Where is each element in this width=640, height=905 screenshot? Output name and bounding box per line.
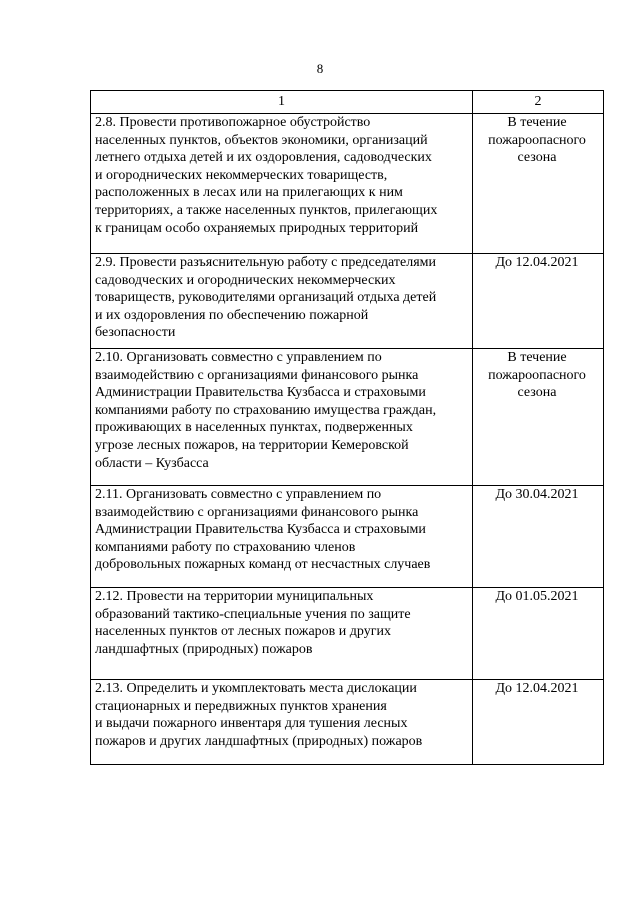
task-line: и огороднических некоммерческих товариществ, [95, 167, 388, 183]
term-line: сезона [517, 385, 557, 401]
task-line: пожаров и других ландшафтных (природных) пожаров [95, 733, 423, 749]
task-line: Администрации Правительства Кузбасса и страховыми [95, 385, 426, 401]
table-row [91, 486, 604, 588]
task-line: добровольных пожарных команд от несчастных случаев [95, 557, 431, 573]
measures-table [90, 90, 604, 765]
term-cell [473, 254, 604, 349]
table-row [91, 254, 604, 349]
table-header-row [91, 91, 604, 114]
task-cell [91, 349, 473, 486]
task-line: ландшафтных (природных) пожаров [95, 641, 313, 657]
term-line: До 01.05.2021 [495, 589, 579, 604]
term-line: В течение [507, 350, 567, 365]
task-line: расположенных в лесах или на прилегающих к ним [95, 185, 403, 201]
term-line: До 12.04.2021 [495, 681, 579, 696]
term-cell [473, 680, 604, 765]
table-row [91, 114, 604, 254]
term-line: пожароопасного [488, 367, 586, 383]
task-line: населенных пунктов, объектов экономики, организаций [95, 132, 428, 148]
task-line: к границам особо охраняемых природных территорий [95, 220, 419, 236]
term-cell [473, 588, 604, 680]
column-header-2: 2 [473, 91, 604, 114]
term-line: До 30.04.2021 [495, 487, 579, 502]
task-line: 2.9. Провести разъяснительную работу с председателями [95, 255, 437, 270]
task-line: 2.8. Провести противопожарное обустройство [95, 115, 371, 130]
task-cell [91, 114, 473, 254]
column-header-1: 1 [91, 91, 473, 114]
task-line: образований тактико-специальные учения по защите [95, 606, 411, 622]
task-line: населенных пунктов от лесных пожаров и других [95, 624, 391, 640]
table-row [91, 349, 604, 486]
term-cell [473, 486, 604, 588]
task-line: взаимодействию с организациями финансового рынка [95, 504, 419, 520]
task-line: 2.10. Организовать совместно с управлением по [95, 350, 382, 365]
task-line: садоводческих и огороднических некоммерческих [95, 272, 396, 288]
term-cell [473, 349, 604, 486]
task-cell [91, 588, 473, 680]
task-line: территориях, а также населенных пунктов, прилегающих [95, 202, 438, 218]
task-line: летнего отдыха детей и их оздоровления, садоводческих [95, 150, 432, 166]
task-line: безопасности [95, 325, 176, 341]
term-line: В течение [507, 115, 567, 130]
term-line: До 12.04.2021 [495, 255, 579, 270]
task-line: области – Кузбасса [95, 455, 209, 471]
table-row [91, 588, 604, 680]
task-line: 2.13. Определить и укомплектовать места дислокации [95, 681, 417, 696]
term-cell [473, 114, 604, 254]
task-line: 2.11. Организовать совместно с управлением по [95, 487, 382, 502]
task-line: взаимодействию с организациями финансового рынка [95, 367, 419, 383]
term-line: пожароопасного [488, 132, 586, 148]
term-line: сезона [517, 150, 557, 166]
task-line: Администрации Правительства Кузбасса и страховыми [95, 522, 426, 538]
task-line: и их оздоровления по обеспечению пожарной [95, 307, 369, 323]
table-row [91, 680, 604, 765]
task-line: угрозе лесных пожаров, на территории Кемеровской [95, 437, 409, 453]
page-number: 8 [316, 61, 324, 76]
task-cell [91, 680, 473, 765]
task-cell [91, 254, 473, 349]
task-cell [91, 486, 473, 588]
task-line: стационарных и передвижных пунктов хранения [95, 698, 387, 714]
task-line: компаниями работу по страхованию имущества граждан, [95, 402, 437, 418]
task-line: компаниями работу по страхованию членов [95, 539, 356, 555]
task-line: товариществ, руководителями организаций отдыха детей [95, 290, 437, 306]
task-line: 2.12. Провести на территории муниципальных [95, 589, 374, 604]
task-line: и выдачи пожарного инвентаря для тушения лесных [95, 716, 408, 732]
task-line: проживающих в населенных пунктах, подверженных [95, 420, 413, 436]
